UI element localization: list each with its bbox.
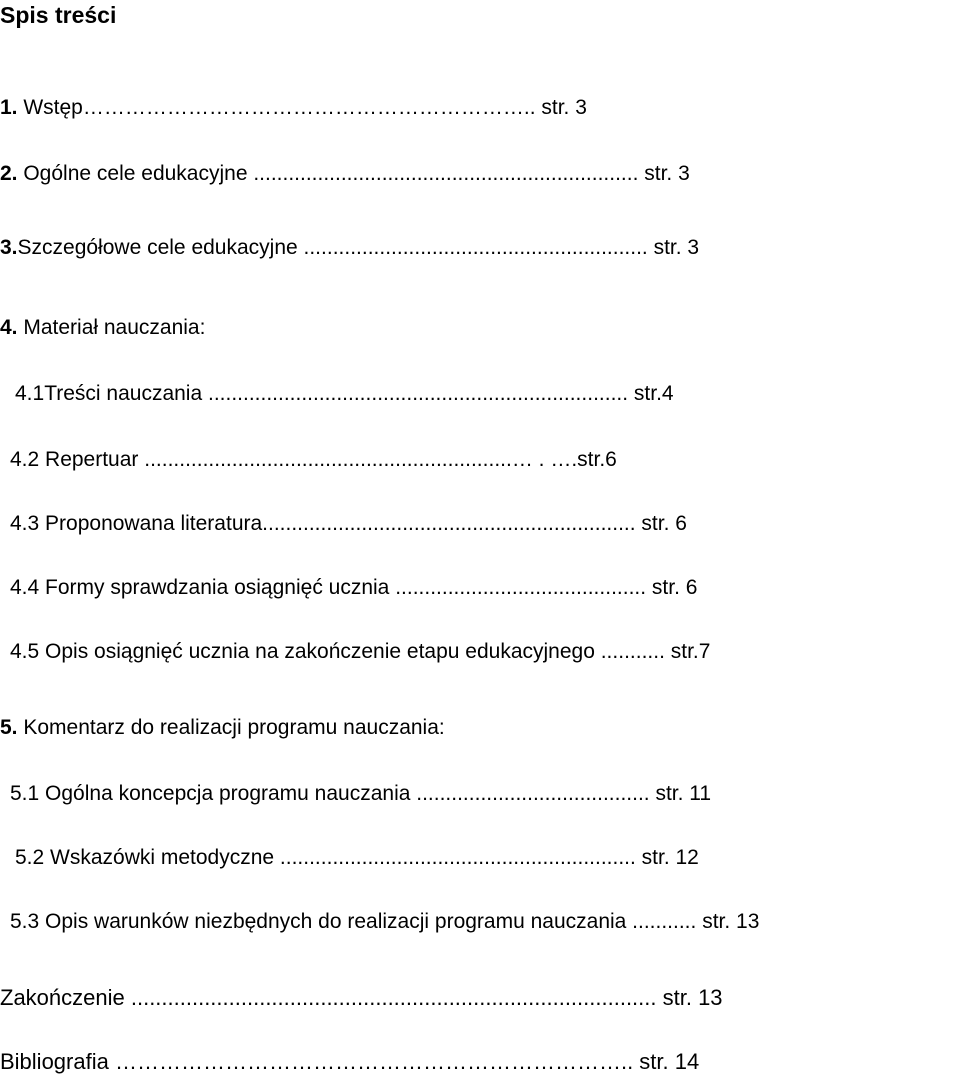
toc-entry-4-3 xyxy=(10,510,687,538)
toc-number: 4. xyxy=(0,316,18,339)
toc-text: 5.1 Ogólna koncepcja programu nauczania ........................................ str. 11 xyxy=(10,782,712,805)
toc-text: 4.2 Repertuar ...............................................................… . ….str.6 xyxy=(10,448,617,471)
toc-number: 3. xyxy=(0,236,18,259)
toc-text: Zakończenie ...................................................................................... str. 13 xyxy=(0,985,723,1010)
toc-entry-5-1 xyxy=(10,780,711,808)
toc-text: Ogólne cele edukacyjne .................................................................. str. 3 xyxy=(17,162,690,185)
page-title: Spis treści xyxy=(0,2,117,28)
toc-number: 1. xyxy=(0,96,18,119)
toc-text: 5.3 Opis warunków niezbędnych do realizacji programu nauczania ........... str. 13 xyxy=(10,910,760,933)
toc-entry-bibliography xyxy=(0,1048,699,1076)
toc-text: 4.3 Proponowana literatura................................................................ str. 6 xyxy=(10,512,687,535)
toc-text: 4.4 Formy sprawdzania osiągnięć ucznia ........................................... str. 6 xyxy=(10,576,698,599)
toc-entry-5-3 xyxy=(10,908,759,936)
toc-text: 4.1Treści nauczania ........................................................................ str.4 xyxy=(15,382,674,405)
toc-number: 5. xyxy=(0,716,18,739)
toc-entry-5 xyxy=(0,714,445,742)
toc-entry-conclusion xyxy=(0,984,723,1012)
toc-entry-4-4 xyxy=(10,574,697,602)
toc-text: Wstęp……………………………………………………….. str. 3 xyxy=(17,96,587,119)
toc-text: 5.2 Wskazówki metodyczne ............................................................. str. 12 xyxy=(15,846,699,869)
toc-entry-3 xyxy=(0,234,699,262)
toc-entry-2 xyxy=(0,160,690,188)
toc-entry-5-2 xyxy=(15,844,699,872)
toc-entry-4-5 xyxy=(10,638,710,666)
toc-text: Szczegółowe cele edukacyjne ........................................................... str. 3 xyxy=(17,236,700,259)
toc-entry-1 xyxy=(0,94,587,122)
toc-entry-4 xyxy=(0,314,205,342)
toc-entry-4-2 xyxy=(10,446,617,474)
toc-text: Komentarz do realizacji programu nauczania: xyxy=(17,716,445,739)
toc-text: Bibliografia …………………………………………………………….. str. 14 xyxy=(0,1049,700,1074)
toc-text: 4.5 Opis osiągnięć ucznia na zakończenie etapu edukacyjnego ........... str.7 xyxy=(10,640,711,663)
toc-number: 2. xyxy=(0,162,18,185)
toc-entry-4-1 xyxy=(15,380,674,408)
toc-text: Materiał nauczania: xyxy=(17,316,206,339)
